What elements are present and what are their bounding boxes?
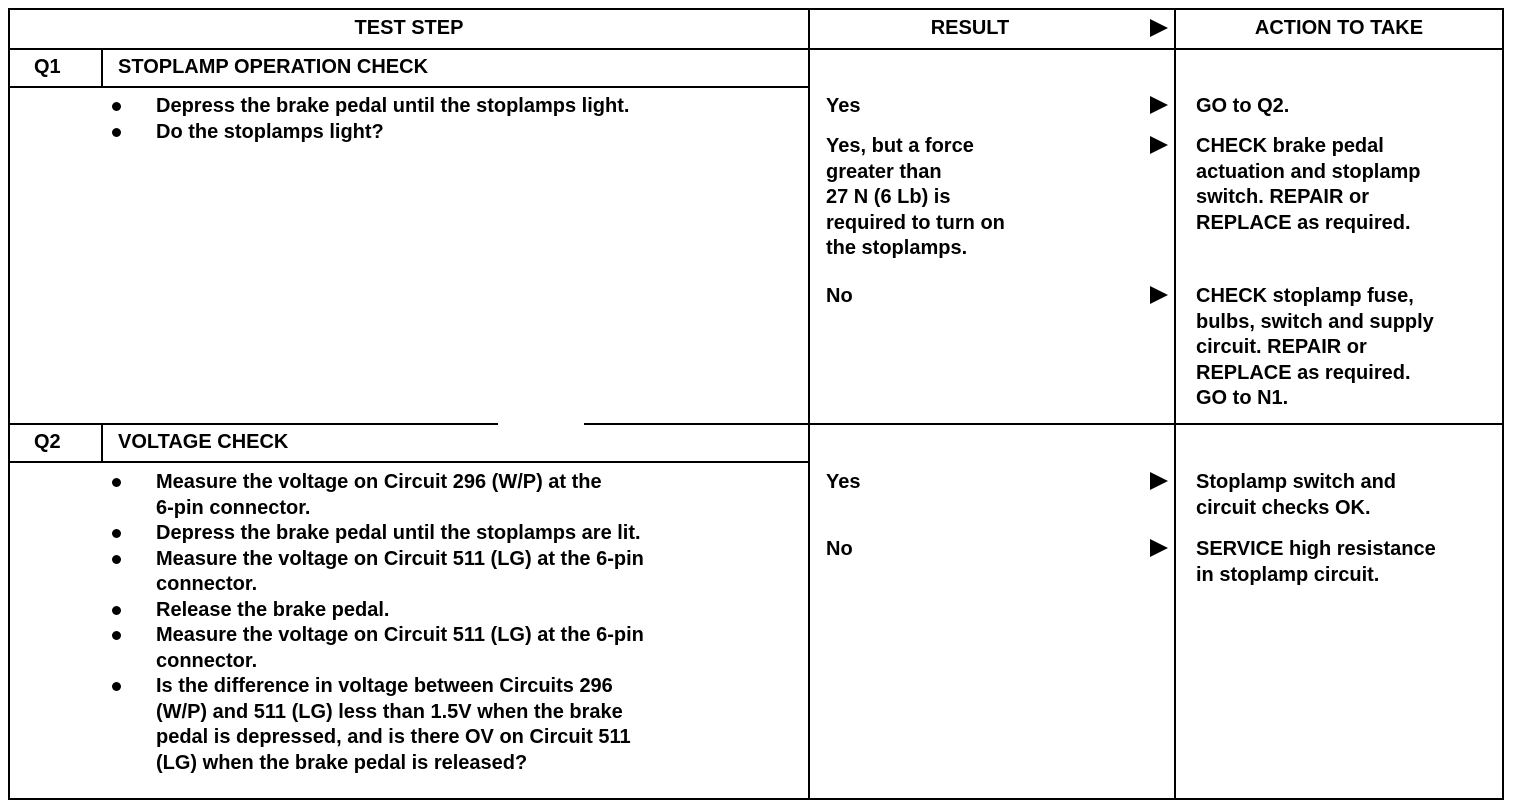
bullet-icon xyxy=(112,555,121,564)
q1-title: STOPLAMP OPERATION CHECK xyxy=(118,56,429,78)
q2-id-divider xyxy=(101,423,103,463)
q1-no-arrow-icon xyxy=(1150,286,1168,304)
q1-bottom-rule-left xyxy=(8,423,498,425)
bullet-icon xyxy=(112,128,121,137)
q2-instruction-4: Release the brake pedal. xyxy=(110,598,644,624)
q1-instruction-1: Depress the brake pedal until the stoplamps light. xyxy=(110,94,629,120)
q2-result-yes: Yes xyxy=(826,471,861,493)
q2-action-no: SERVICE high resistance in stoplamp circuit. xyxy=(1196,538,1436,586)
q2-title-rule xyxy=(8,461,810,463)
q1-yes-force-arrow-icon xyxy=(1150,136,1168,154)
q1-result-no: No xyxy=(826,285,853,307)
q1-action-yes-force: CHECK brake pedal actuation and stoplamp switch. REPAIR or REPLACE as required. xyxy=(1196,135,1421,234)
q1-result-yes: Yes xyxy=(826,95,861,117)
q2-no-arrow-icon xyxy=(1150,539,1168,557)
q1-action-yes: GO to Q2. xyxy=(1196,95,1290,117)
q2-instruction-1: Measure the voltage on Circuit 296 (W/P) at the 6-pin connector. xyxy=(110,470,644,521)
q2-instructions xyxy=(110,470,644,776)
bullet-icon xyxy=(112,682,121,691)
q2-instruction-3: Measure the voltage on Circuit 511 (LG) at the 6-pin connector. xyxy=(110,547,644,598)
q1-yes-arrow-icon xyxy=(1150,96,1168,114)
bullet-icon xyxy=(112,631,121,640)
q1-action-no: CHECK stoplamp fuse, bulbs, switch and supply circuit. REPAIR or REPLACE as required. GO to N1. xyxy=(1196,285,1434,409)
bullet-icon xyxy=(112,606,121,615)
q2-title: VOLTAGE CHECK xyxy=(118,431,289,453)
header-bottom-rule xyxy=(8,48,1504,50)
q2-yes-arrow-icon xyxy=(1150,472,1168,490)
q2-instruction-6: Is the difference in voltage between Circuits 296 (W/P) and 511 (LG) less than 1.5V when the brake pedal is depressed, and is there OV on Circuit 511 (LG) when the brake pedal is released? xyxy=(110,674,644,776)
q1-id: Q1 xyxy=(34,56,61,78)
q1-instruction-2: Do the stoplamps light? xyxy=(110,120,629,146)
header-result: RESULT xyxy=(930,17,1010,39)
header-test-step: TEST STEP xyxy=(354,17,464,39)
q2-id: Q2 xyxy=(34,431,61,453)
bullet-icon xyxy=(112,102,121,111)
header-arrow-icon xyxy=(1150,19,1168,37)
q2-result-no: No xyxy=(826,538,853,560)
header-action-to-take: ACTION TO TAKE xyxy=(1254,17,1424,39)
q1-result-yes-force: Yes, but a force greater than 27 N (6 Lb) is required to turn on the stoplamps. xyxy=(826,135,1005,259)
result-column-divider xyxy=(1174,8,1176,800)
bullet-icon xyxy=(112,529,121,538)
q2-instruction-2: Depress the brake pedal until the stoplamps are lit. xyxy=(110,521,644,547)
q1-instructions xyxy=(110,94,629,145)
bullet-icon xyxy=(112,478,121,487)
test-step-column-divider xyxy=(808,8,810,800)
q1-id-divider xyxy=(101,48,103,88)
q1-bottom-rule-right xyxy=(584,423,1504,425)
q2-action-yes: Stoplamp switch and circuit checks OK. xyxy=(1196,471,1397,519)
q2-instruction-5: Measure the voltage on Circuit 511 (LG) at the 6-pin connector. xyxy=(110,623,644,674)
q1-title-rule xyxy=(8,86,810,88)
